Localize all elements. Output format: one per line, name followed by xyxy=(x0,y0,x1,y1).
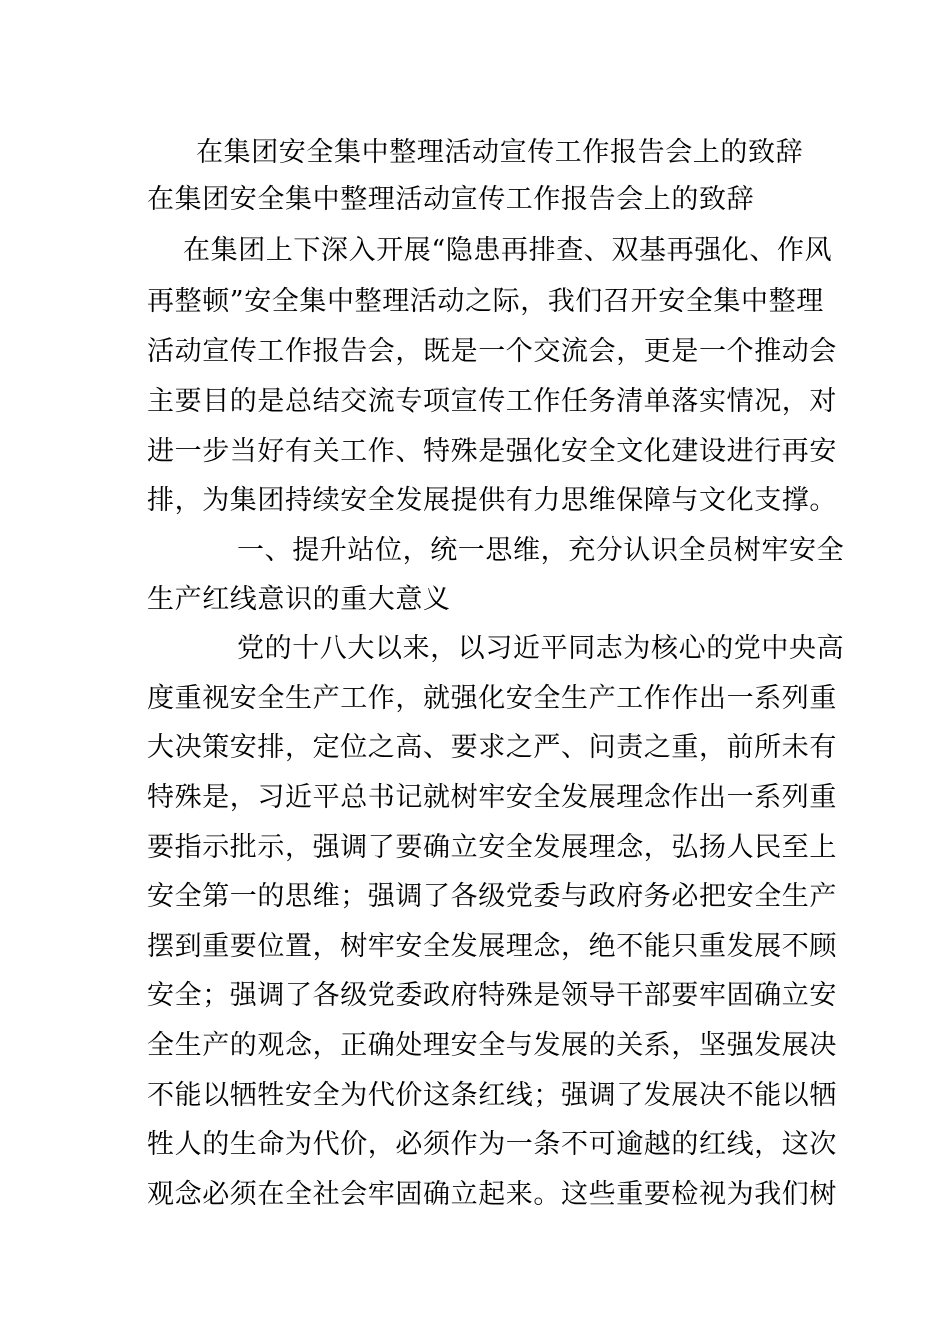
section-heading-line: 生产红线意识的重大意义 xyxy=(147,584,451,615)
paragraph-line: 党的十八大以来，以习近平同志为核心的党中央高 xyxy=(237,633,845,664)
paragraph-line: 摆到重要位置，树牢安全发展理念，绝不能只重发展不顾 xyxy=(147,931,837,962)
paragraph-line: 排，为集团持续安全发展提供有力思维保障与文化支撑。 xyxy=(147,485,837,516)
paragraph-line: 活动宣传工作报告会，既是一个交流会，更是一个推动会 xyxy=(147,336,837,367)
document-title: 在集团安全集中整理活动宣传工作报告会上的致辞 xyxy=(196,137,804,168)
section-heading-line: 一、提升站位，统一思维，充分认识全员树牢安全 xyxy=(237,535,845,566)
paragraph-line: 牲人的生命为代价，必须作为一条不可逾越的红线，这次 xyxy=(147,1129,837,1160)
paragraph-line: 进一步当好有关工作、特殊是强化安全文化建设进行再安 xyxy=(147,436,837,467)
paragraph-line: 观念必须在全社会牢固确立起来。这些重要检视为我们树 xyxy=(147,1179,837,1210)
document-subtitle: 在集团安全集中整理活动宣传工作报告会上的致辞 xyxy=(147,184,755,215)
paragraph-line: 安全第一的思维；强调了各级党委与政府务必把安全生产 xyxy=(147,881,837,912)
paragraph-line: 不能以牺牲安全为代价这条红线；强调了发展决不能以牺 xyxy=(147,1080,837,1111)
paragraph-line: 在集团上下深入开展“隐患再排查、双基再强化、作风 xyxy=(183,235,833,266)
paragraph-line: 大决策安排，定位之高、要求之严、问责之重，前所未有 xyxy=(147,732,837,763)
paragraph-line: 再整顿”安全集中整理活动之际，我们召开安全集中整理 xyxy=(147,286,824,317)
paragraph-line: 度重视安全生产工作，就强化安全生产工作作出一系列重 xyxy=(147,683,837,714)
paragraph-line: 要指示批示，强调了要确立安全发展理念，弘扬人民至上 xyxy=(147,832,837,863)
paragraph-line: 全生产的观念，正确处理安全与发展的关系，坚强发展决 xyxy=(147,1030,837,1061)
paragraph-line: 特殊是，习近平总书记就树牢安全发展理念作出一系列重 xyxy=(147,782,837,813)
paragraph-line: 安全；强调了各级党委政府特殊是领导干部要牢固确立安 xyxy=(147,980,837,1011)
paragraph-line: 主要目的是总结交流专项宣传工作任务清单落实情况，对 xyxy=(147,386,837,417)
